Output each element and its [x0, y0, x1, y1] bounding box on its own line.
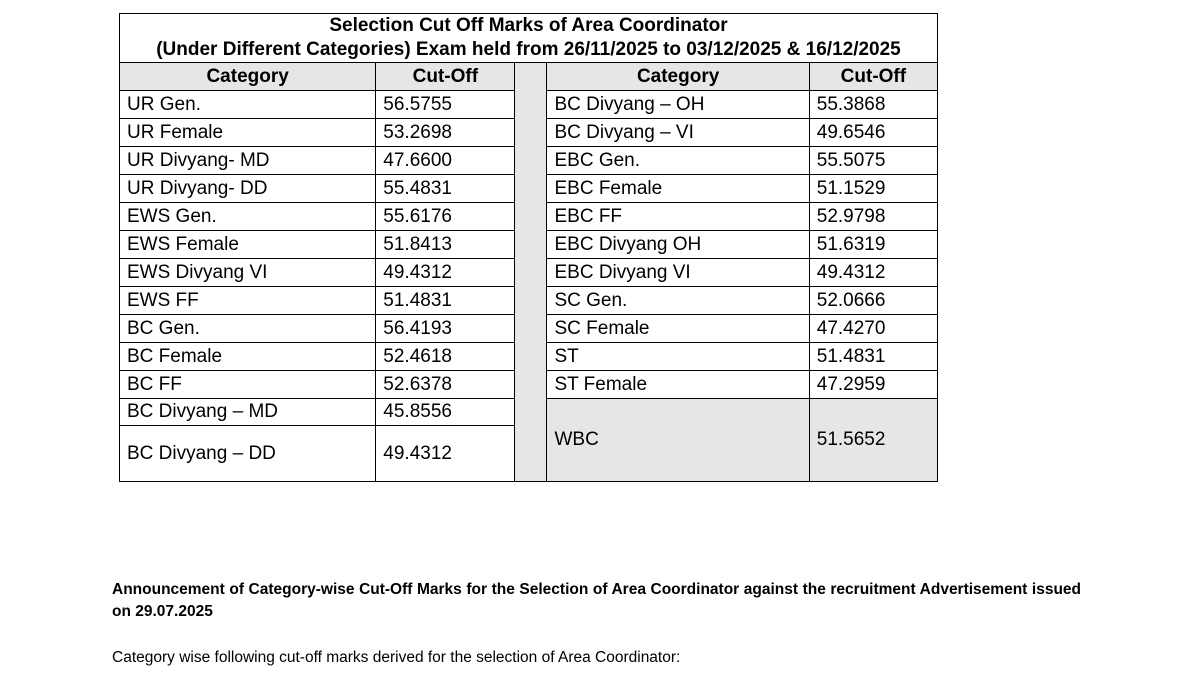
- left-category-cell: BC Divyang – DD: [120, 426, 376, 482]
- table-title: [120, 14, 938, 63]
- merged-category-cell: WBC: [547, 399, 809, 482]
- right-cutoff-cell: 55.5075: [809, 147, 937, 175]
- left-category-cell: EWS Divyang VI: [120, 259, 376, 287]
- table-title-line-2: (Under Different Categories) Exam held from 26/11/2025 to 03/12/2025 & 16/12/2025: [156, 39, 901, 60]
- left-category-cell: UR Gen.: [120, 91, 376, 119]
- cutoff-table: [119, 13, 938, 482]
- left-cutoff-cell: 55.6176: [376, 203, 515, 231]
- right-cutoff-cell: 55.3868: [809, 91, 937, 119]
- right-cutoff-cell: 49.4312: [809, 259, 937, 287]
- right-category-cell: ST: [547, 343, 809, 371]
- left-category-cell: EWS Gen.: [120, 203, 376, 231]
- left-cutoff-cell: 53.2698: [376, 119, 515, 147]
- left-cutoff-header: Cut-Off: [376, 63, 515, 91]
- right-category-cell: SC Female: [547, 315, 809, 343]
- left-cutoff-cell: 49.4312: [376, 259, 515, 287]
- right-category-cell: EBC Divyang VI: [547, 259, 809, 287]
- right-cutoff-cell: 52.0666: [809, 287, 937, 315]
- right-category-cell: EBC FF: [547, 203, 809, 231]
- left-category-cell: EWS FF: [120, 287, 376, 315]
- table-title-row: [120, 14, 938, 63]
- right-category-cell: EBC Gen.: [547, 147, 809, 175]
- left-category-header: Category: [120, 63, 376, 91]
- left-category-cell: BC FF: [120, 371, 376, 399]
- right-cutoff-cell: 52.9798: [809, 203, 937, 231]
- right-cutoff-cell: 47.4270: [809, 315, 937, 343]
- left-category-cell: BC Divyang – MD: [120, 399, 376, 426]
- left-cutoff-cell: 45.8556: [376, 399, 515, 426]
- left-category-cell: UR Female: [120, 119, 376, 147]
- left-category-cell: EWS Female: [120, 231, 376, 259]
- left-cutoff-cell: 49.4312: [376, 426, 515, 482]
- left-category-cell: BC Gen.: [120, 315, 376, 343]
- left-category-cell: BC Female: [120, 343, 376, 371]
- announcement-text: Announcement of Category-wise Cut-Off Marks for the Selection of Area Coordinator against the recruitment Advertisement issued on 29.07.2025: [112, 580, 1081, 620]
- left-cutoff-cell: 52.4618: [376, 343, 515, 371]
- left-cutoff-cell: 47.6600: [376, 147, 515, 175]
- table-title-line-1: Selection Cut Off Marks of Area Coordinator: [329, 15, 728, 36]
- left-category-cell: UR Divyang- DD: [120, 175, 376, 203]
- left-cutoff-cell: 52.6378: [376, 371, 515, 399]
- right-cutoff-cell: 51.1529: [809, 175, 937, 203]
- right-category-cell: EBC Female: [547, 175, 809, 203]
- intro-text: Category wise following cut-off marks derived for the selection of Area Coordinator:: [112, 649, 681, 666]
- column-spacer: [515, 63, 547, 482]
- table-header-row: [120, 63, 938, 91]
- right-cutoff-cell: 47.2959: [809, 371, 937, 399]
- right-cutoff-header: Cut-Off: [809, 63, 937, 91]
- left-cutoff-cell: 51.8413: [376, 231, 515, 259]
- right-cutoff-cell: 49.6546: [809, 119, 937, 147]
- right-category-cell: SC Gen.: [547, 287, 809, 315]
- left-cutoff-cell: 51.4831: [376, 287, 515, 315]
- right-category-cell: BC Divyang – VI: [547, 119, 809, 147]
- right-category-cell: ST Female: [547, 371, 809, 399]
- right-category-cell: EBC Divyang OH: [547, 231, 809, 259]
- right-category-header: Category: [547, 63, 809, 91]
- right-cutoff-cell: 51.6319: [809, 231, 937, 259]
- right-cutoff-cell: 51.4831: [809, 343, 937, 371]
- merged-cutoff-cell: 51.5652: [809, 399, 937, 482]
- left-cutoff-cell: 56.5755: [376, 91, 515, 119]
- left-cutoff-cell: 56.4193: [376, 315, 515, 343]
- right-category-cell: BC Divyang – OH: [547, 91, 809, 119]
- left-category-cell: UR Divyang- MD: [120, 147, 376, 175]
- left-cutoff-cell: 55.4831: [376, 175, 515, 203]
